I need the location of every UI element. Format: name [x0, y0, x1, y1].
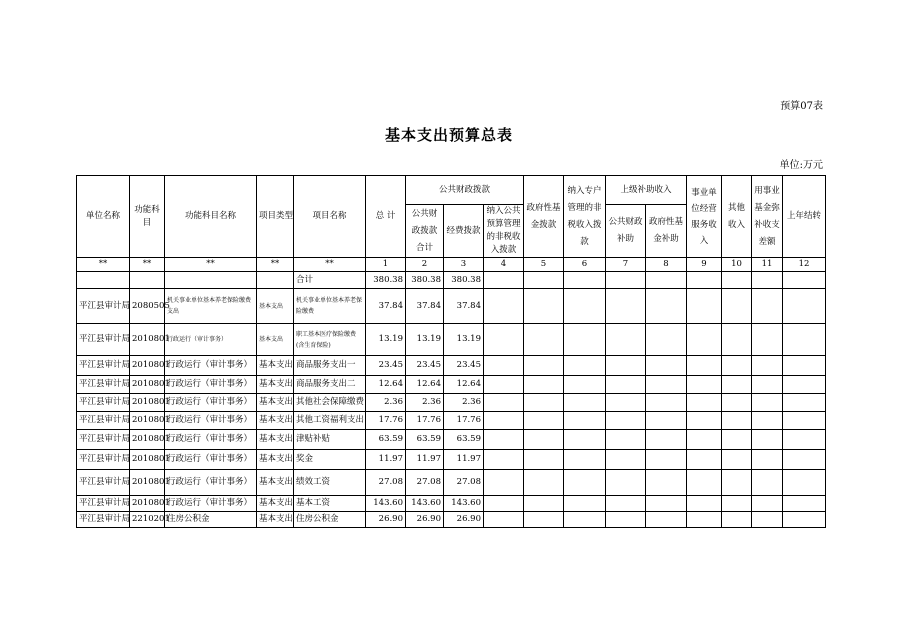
empty-cell [564, 324, 606, 356]
empty-cell [564, 470, 606, 496]
empty-cell [646, 289, 687, 324]
empty-cell [606, 470, 646, 496]
item-type-cell: 基本支出 [257, 450, 294, 470]
expense-cell: 26.90 [444, 512, 484, 528]
func-name-cell: 行政运行（审计事务） [165, 430, 257, 450]
table-row [77, 376, 826, 394]
empty-cell [646, 430, 687, 450]
total-cell: 27.08 [366, 470, 406, 496]
empty-cell [564, 412, 606, 430]
index-cell: ** [165, 258, 257, 272]
index-cell: 10 [722, 258, 752, 272]
header-upper-public: 公共财政补助 [606, 205, 646, 258]
item-type-cell: 基本支出 [257, 412, 294, 430]
subtotal-cell: 23.45 [406, 356, 444, 376]
empty-cell [722, 324, 752, 356]
item-name-cell: 其他工资福利支出 [294, 412, 366, 430]
func-name-cell: 住房公积金 [165, 512, 257, 528]
table-row [77, 430, 826, 450]
func-code-cell: 2010801 [130, 430, 165, 450]
empty-cell [564, 289, 606, 324]
header-other-income: 其他收入 [722, 176, 752, 258]
subtotal-cell: 37.84 [406, 289, 444, 324]
item-name-cell: 津贴补贴 [294, 430, 366, 450]
empty-cell [524, 324, 564, 356]
empty-cell [722, 450, 752, 470]
empty-cell [646, 394, 687, 412]
empty-cell [783, 412, 826, 430]
total-amount: 380.38 [366, 272, 406, 289]
empty-cell [722, 376, 752, 394]
empty-cell [722, 470, 752, 496]
func-code-cell: 2010801 [130, 324, 165, 356]
header-carryover: 上年结转 [783, 176, 826, 258]
expense-cell: 63.59 [444, 430, 484, 450]
item-type-cell: 基本支出 [257, 289, 294, 324]
empty-cell [722, 412, 752, 430]
empty-cell [752, 394, 783, 412]
func-name-cell: 行政运行（审计事务） [165, 356, 257, 376]
header-upper-gov-fund: 政府性基金补助 [646, 205, 687, 258]
func-name-cell: 行政运行（审计事务） [165, 394, 257, 412]
header-item-name: 项目名称 [294, 176, 366, 258]
index-cell: ** [294, 258, 366, 272]
func-name-cell: 行政运行（审计事务） [165, 324, 257, 356]
empty-cell [722, 289, 752, 324]
empty-cell [752, 412, 783, 430]
subtotal-cell: 17.76 [406, 412, 444, 430]
expense-cell: 27.08 [444, 470, 484, 496]
header-upper-subsidy: 上级补助收入 [606, 176, 687, 205]
table-row [77, 412, 826, 430]
total-cell: 26.90 [366, 512, 406, 528]
unit-name-cell: 平江县审计局 [77, 324, 130, 356]
index-cell: 3 [444, 258, 484, 272]
empty-cell [484, 470, 524, 496]
total-cell: 143.60 [366, 496, 406, 512]
func-name-cell: 行政运行（审计事务） [165, 450, 257, 470]
table-row [77, 450, 826, 470]
expense-cell: 11.97 [444, 450, 484, 470]
unit-name-cell: 平江县审计局 [77, 430, 130, 450]
item-type-cell: 基本支出 [257, 496, 294, 512]
func-code-cell: 2010801 [130, 496, 165, 512]
index-row [77, 258, 826, 272]
empty-cell [606, 496, 646, 512]
empty-cell [606, 430, 646, 450]
empty-cell [524, 512, 564, 528]
index-cell: ** [77, 258, 130, 272]
unit-name-cell: 平江县审计局 [77, 394, 130, 412]
empty-cell [606, 376, 646, 394]
empty-cell [687, 289, 722, 324]
header-business-income: 事业单位经营服务收入 [687, 176, 722, 258]
empty-cell [722, 496, 752, 512]
empty-cell [752, 470, 783, 496]
empty-cell [752, 376, 783, 394]
header-public-subtotal: 公共财政拨款合计 [406, 205, 444, 258]
empty-cell [606, 356, 646, 376]
subtotal-cell: 12.64 [406, 376, 444, 394]
index-cell: ** [257, 258, 294, 272]
table-row [77, 356, 826, 376]
table-row [77, 289, 826, 324]
item-name-cell: 住房公积金 [294, 512, 366, 528]
empty-cell [564, 430, 606, 450]
index-cell: 2 [406, 258, 444, 272]
empty-cell [646, 376, 687, 394]
total-cell: 23.45 [366, 356, 406, 376]
empty-cell [524, 376, 564, 394]
item-type-cell: 基本支出 [257, 512, 294, 528]
unit-name-cell: 平江县审计局 [77, 289, 130, 324]
header-fund-balance: 用事业基金弥补收支差额 [752, 176, 783, 258]
expense-cell: 2.36 [444, 394, 484, 412]
empty-cell [484, 412, 524, 430]
item-type-cell: 基本支出 [257, 470, 294, 496]
empty-cell [687, 450, 722, 470]
empty-cell [783, 450, 826, 470]
empty-cell [646, 496, 687, 512]
subtotal-cell: 2.36 [406, 394, 444, 412]
item-type-cell: 基本支出 [257, 376, 294, 394]
header-total: 总 计 [366, 176, 406, 258]
empty-cell [687, 412, 722, 430]
total-cell: 63.59 [366, 430, 406, 450]
empty-cell [484, 289, 524, 324]
empty-cell [646, 512, 687, 528]
table-row [77, 512, 826, 528]
empty-cell [687, 394, 722, 412]
empty-cell [606, 412, 646, 430]
item-name-cell: 其他社会保障缴费 [294, 394, 366, 412]
total-label: 合计 [294, 272, 366, 289]
item-name-cell: 基本工资 [294, 496, 366, 512]
empty-cell [484, 512, 524, 528]
empty-cell [524, 356, 564, 376]
empty-cell [783, 430, 826, 450]
empty-cell [722, 394, 752, 412]
empty-cell [687, 430, 722, 450]
empty-cell [524, 470, 564, 496]
index-cell: ** [130, 258, 165, 272]
item-name-cell: 机关事业单位基本养老保险缴费 [294, 289, 366, 324]
empty-cell [524, 289, 564, 324]
empty-cell [783, 376, 826, 394]
item-name-cell: 职工基本医疗保险缴费(含生育保险) [294, 324, 366, 356]
empty-cell [606, 512, 646, 528]
total-expense: 380.38 [444, 272, 484, 289]
empty-cell [722, 512, 752, 528]
item-name-cell: 奖金 [294, 450, 366, 470]
total-cell: 17.76 [366, 412, 406, 430]
header-func-code: 功能科目 [130, 176, 165, 258]
index-cell: 4 [484, 258, 524, 272]
item-name-cell: 商品服务支出一 [294, 356, 366, 376]
empty-cell [606, 450, 646, 470]
header-nonbudget-public: 纳入公共预算管理的非税收入拨款 [484, 205, 524, 258]
item-name-cell: 商品服务支出二 [294, 376, 366, 394]
func-code-cell: 2010801 [130, 376, 165, 394]
item-type-cell: 基本支出 [257, 394, 294, 412]
table-row [77, 470, 826, 496]
index-cell: 5 [524, 258, 564, 272]
subtotal-cell: 11.97 [406, 450, 444, 470]
empty-cell [484, 324, 524, 356]
total-row [77, 272, 826, 289]
empty-cell [752, 450, 783, 470]
index-cell: 12 [783, 258, 826, 272]
empty-cell [484, 450, 524, 470]
index-cell: 9 [687, 258, 722, 272]
empty-cell [646, 470, 687, 496]
func-code-cell: 2010801 [130, 356, 165, 376]
unit-name-cell: 平江县审计局 [77, 450, 130, 470]
header-func-name: 功能科目名称 [165, 176, 257, 258]
func-name-cell: 行政运行（审计事务） [165, 496, 257, 512]
empty-cell [783, 356, 826, 376]
unit-name-cell: 平江县审计局 [77, 412, 130, 430]
index-cell: 1 [366, 258, 406, 272]
func-code-cell: 2010801 [130, 450, 165, 470]
empty-cell [524, 430, 564, 450]
empty-cell [484, 376, 524, 394]
empty-cell [606, 394, 646, 412]
expense-cell: 17.76 [444, 412, 484, 430]
table-row [77, 496, 826, 512]
budget-table [76, 175, 826, 528]
empty-cell [687, 496, 722, 512]
index-cell: 8 [646, 258, 687, 272]
item-name-cell: 绩效工资 [294, 470, 366, 496]
func-name-cell: 行政运行（审计事务） [165, 470, 257, 496]
empty-cell [606, 289, 646, 324]
func-name-cell: 行政运行（审计事务） [165, 412, 257, 430]
empty-cell [752, 496, 783, 512]
empty-cell [687, 376, 722, 394]
unit-name-cell: 平江县审计局 [77, 512, 130, 528]
empty-cell [687, 470, 722, 496]
empty-cell [564, 394, 606, 412]
empty-cell [752, 356, 783, 376]
empty-cell [606, 324, 646, 356]
unit-name-cell: 平江县审计局 [77, 356, 130, 376]
empty-cell [646, 412, 687, 430]
empty-cell [687, 324, 722, 356]
item-type-cell: 基本支出 [257, 356, 294, 376]
table-row [77, 324, 826, 356]
empty-cell [783, 394, 826, 412]
func-code-cell: 2010801 [130, 470, 165, 496]
total-cell: 11.97 [366, 450, 406, 470]
empty-cell [752, 324, 783, 356]
func-code-cell: 2010801 [130, 412, 165, 430]
empty-cell [722, 430, 752, 450]
empty-cell [646, 324, 687, 356]
empty-cell [783, 496, 826, 512]
header-public-fiscal: 公共财政拨款 [406, 176, 524, 205]
unit-name-cell: 平江县审计局 [77, 376, 130, 394]
empty-cell [722, 356, 752, 376]
unit-label: 单位:万元 [779, 160, 823, 171]
form-reference: 预算07表 [780, 101, 823, 112]
expense-cell: 13.19 [444, 324, 484, 356]
subtotal-cell: 63.59 [406, 430, 444, 450]
empty-cell [783, 512, 826, 528]
expense-cell: 12.64 [444, 376, 484, 394]
index-cell: 6 [564, 258, 606, 272]
total-cell: 2.36 [366, 394, 406, 412]
table-row [77, 394, 826, 412]
subtotal-cell: 26.90 [406, 512, 444, 528]
index-cell: 7 [606, 258, 646, 272]
empty-cell [752, 289, 783, 324]
empty-cell [484, 496, 524, 512]
empty-cell [564, 450, 606, 470]
empty-cell [484, 430, 524, 450]
func-name-cell: 机关事业单位基本养老保险缴费支出 [165, 289, 257, 324]
subtotal-cell: 13.19 [406, 324, 444, 356]
expense-cell: 143.60 [444, 496, 484, 512]
total-cell: 13.19 [366, 324, 406, 356]
empty-cell [646, 450, 687, 470]
empty-cell [524, 450, 564, 470]
empty-cell [524, 394, 564, 412]
item-type-cell: 基本支出 [257, 324, 294, 356]
empty-cell [484, 356, 524, 376]
func-code-cell: 2210201 [130, 512, 165, 528]
empty-cell [783, 470, 826, 496]
empty-cell [783, 289, 826, 324]
index-cell: 11 [752, 258, 783, 272]
header-nonbudget-special: 纳入专户管理的非税收入拨款 [564, 176, 606, 258]
empty-cell [687, 356, 722, 376]
expense-cell: 23.45 [444, 356, 484, 376]
empty-cell [484, 394, 524, 412]
header-unit-name: 单位名称 [77, 176, 130, 258]
total-cell: 12.64 [366, 376, 406, 394]
func-code-cell: 2010801 [130, 394, 165, 412]
header-item-type: 项目类型 [257, 176, 294, 258]
empty-cell [564, 512, 606, 528]
empty-cell [752, 512, 783, 528]
empty-cell [564, 376, 606, 394]
header-gov-fund: 政府性基金拨款 [524, 176, 564, 258]
total-subtotal: 380.38 [406, 272, 444, 289]
empty-cell [783, 324, 826, 356]
empty-cell [524, 412, 564, 430]
total-cell: 37.84 [366, 289, 406, 324]
unit-name-cell: 平江县审计局 [77, 470, 130, 496]
empty-cell [646, 356, 687, 376]
expense-cell: 37.84 [444, 289, 484, 324]
empty-cell [564, 356, 606, 376]
subtotal-cell: 27.08 [406, 470, 444, 496]
func-name-cell: 行政运行（审计事务） [165, 376, 257, 394]
subtotal-cell: 143.60 [406, 496, 444, 512]
page-title: 基本支出预算总表 [384, 126, 513, 144]
empty-cell [687, 512, 722, 528]
empty-cell [564, 496, 606, 512]
header-expense-grant: 经费拨款 [444, 205, 484, 258]
func-code-cell: 2080505 [130, 289, 165, 324]
item-type-cell: 基本支出 [257, 430, 294, 450]
empty-cell [752, 430, 783, 450]
empty-cell [524, 496, 564, 512]
unit-name-cell: 平江县审计局 [77, 496, 130, 512]
